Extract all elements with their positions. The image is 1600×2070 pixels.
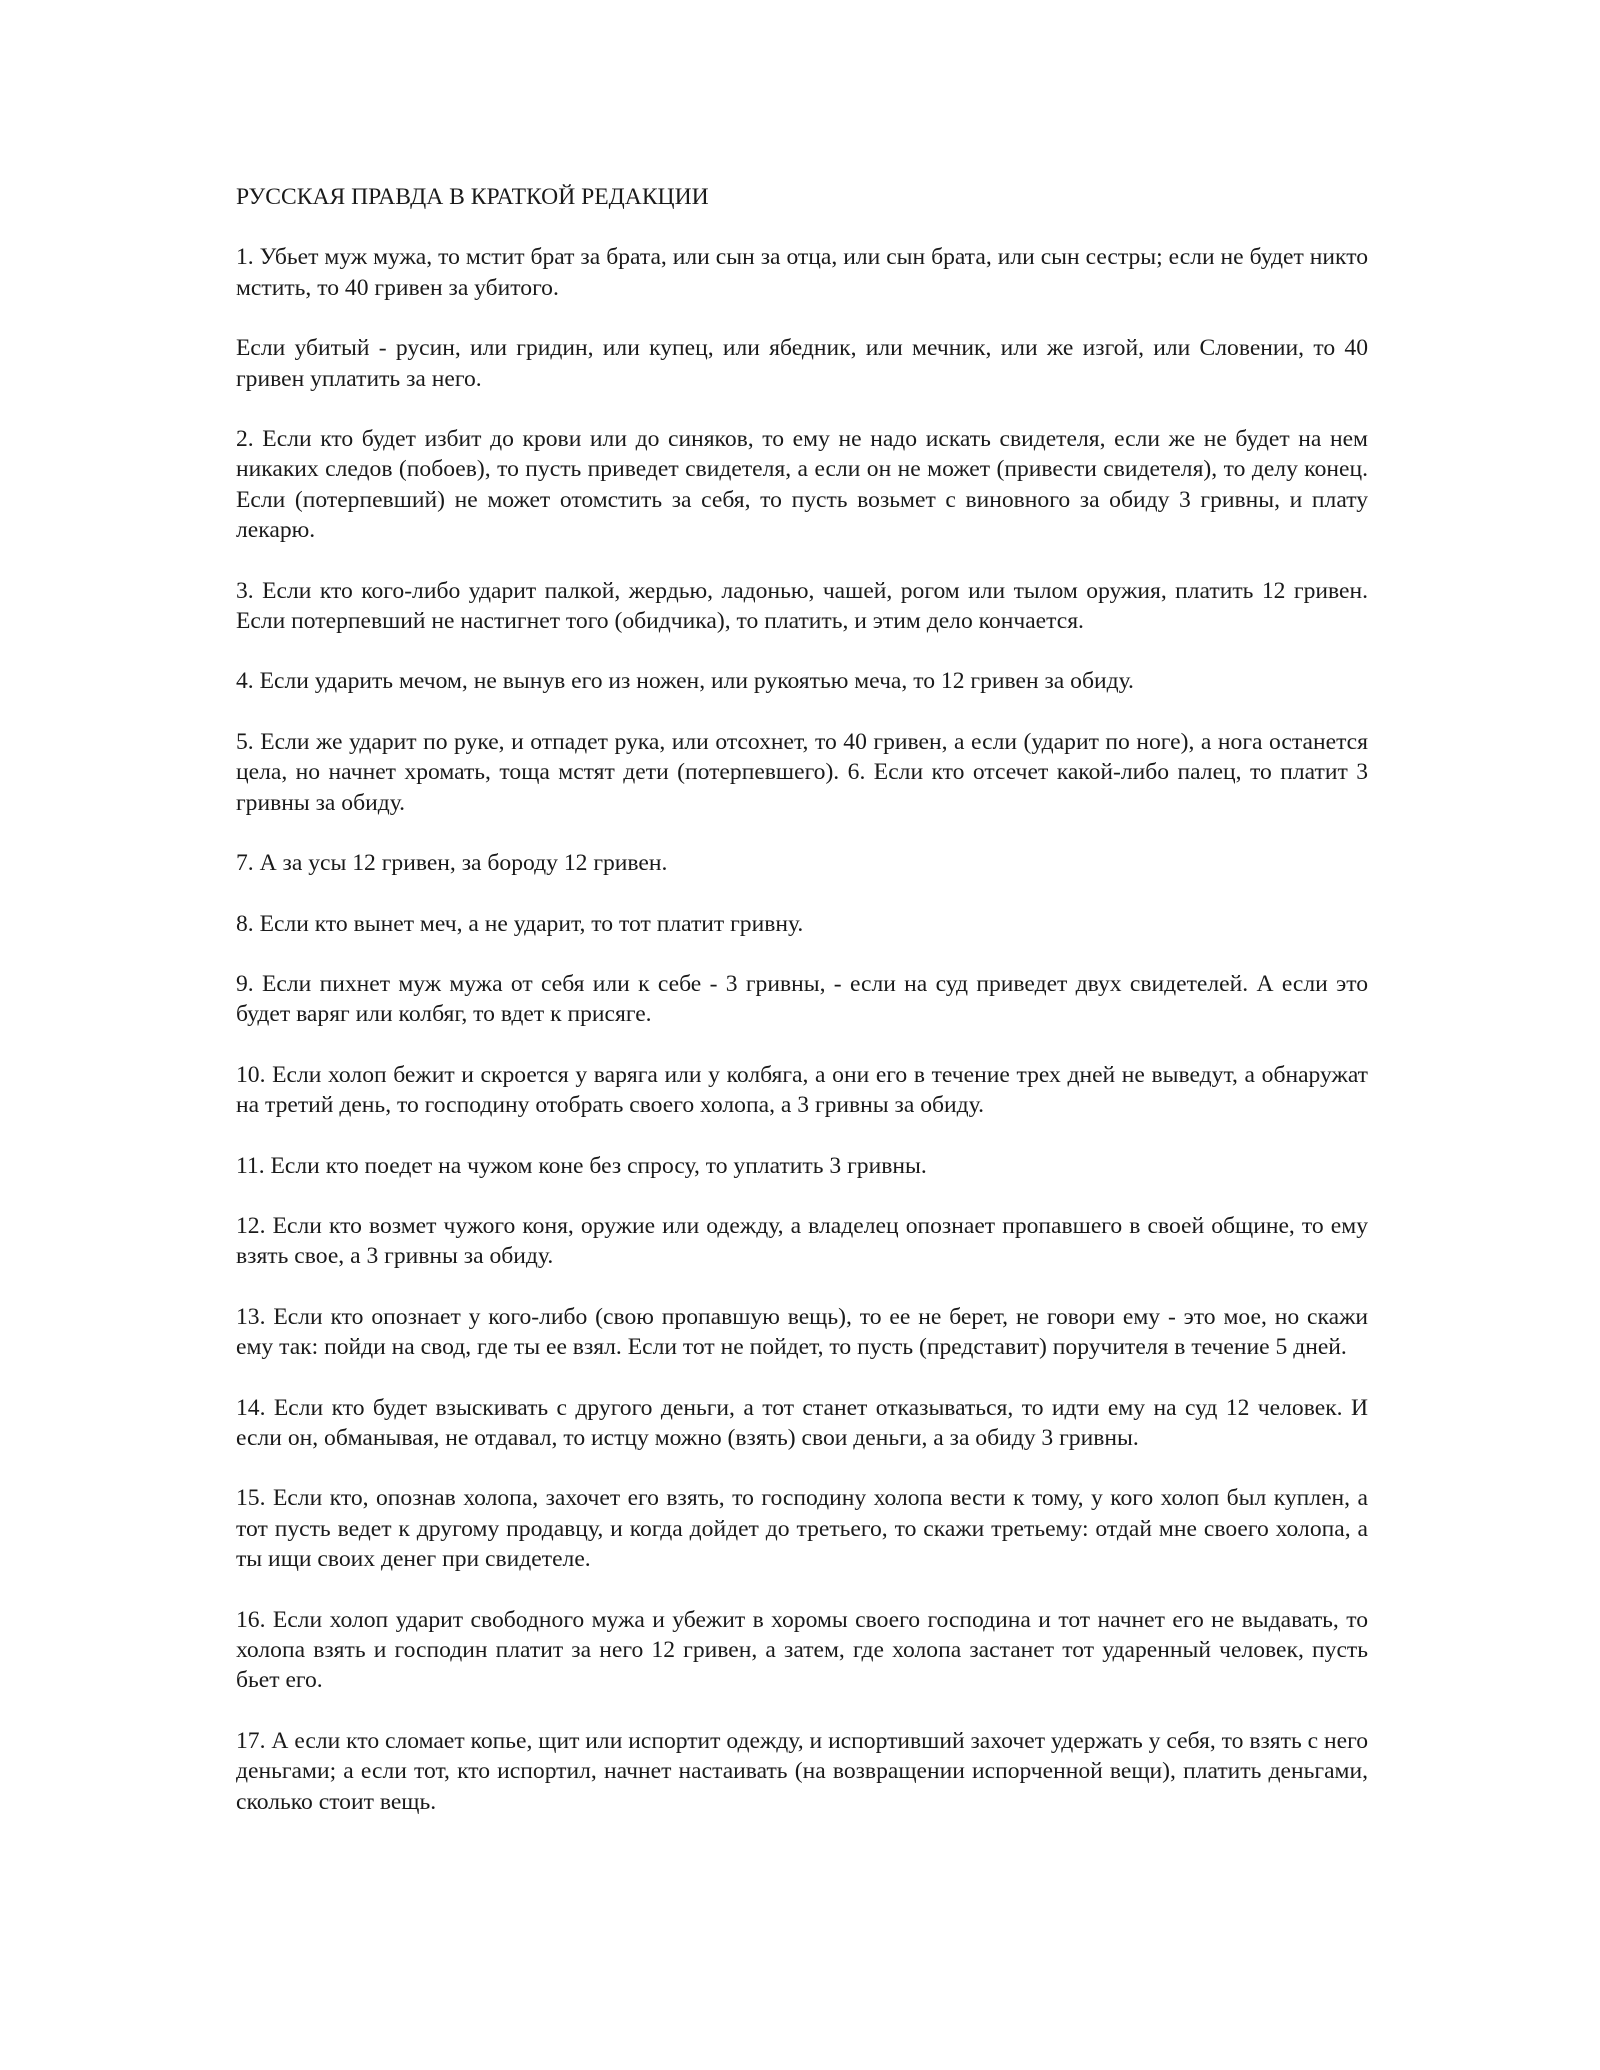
article-14: 14. Если кто будет взыскивать с другого деньги, а тот станет отказываться, то идти ему на суд 12 человек. И если он, обманывая, не отдавал, то истцу можно (взять) свои деньги, а за обиду 3 гривны.	[236, 1394, 1368, 1451]
document-page	[236, 182, 1368, 1847]
article-13: 13. Если кто опознает у кого-либо (свою пропавшую вещь), то ее не берет, не говори ему - это мое, но скажи ему так: пойди на свод, где ты ее взял. Если тот не пойдет, то пусть (представит) поручителя в течение 5 дней.	[236, 1303, 1368, 1361]
article-16: 16. Если холоп ударит свободного мужа и убежит в хоромы своего господина и тот начнет его не выдавать, то холопа взять и господин платит за него 12 гривен, а затем, где холопа застанет тот ударенный человек, пусть бьет его.	[236, 1606, 1368, 1694]
article-3: 3. Если кто кого-либо ударит палкой, жердью, ладонью, чашей, рогом или тылом оружия, платить 12 гривен. Если потерпевший не настигнет того (обидчика), то платить, и этим дело кончается.	[236, 577, 1368, 635]
article-7: 7. А за усы 12 гривен, за бороду 12 гривен.	[236, 850, 668, 877]
article-8: 8. Если кто вынет меч, а не ударит, то тот платит гривну.	[236, 910, 804, 937]
article-4: 4. Если ударить мечом, не вынув его из ножен, или рукоятью меча, то 12 гривен за обиду.	[236, 668, 1134, 695]
article-5-6: 5. Если же ударит по руке, и отпадет рука, или отсохнет, то 40 гривен, а если (ударит по ноге), а нога останется цела, но начнет хромать, тоща мстят дети (потерпевшего). 6. Если кто отсечет какой-либо палец, то платит 3 гривны за обиду.	[236, 728, 1368, 816]
article-1: 1. Убьет муж мужа, то мстит брат за брата, или сын за отца, или сын брата, или сын сестры; если не будет никто мстить, то 40 гривен за убитого.	[236, 244, 1368, 301]
article-12: 12. Если кто возмет чужого коня, оружие или одежду, а владелец опознает пропавшего в своей общине, то ему взять свое, а 3 гривны за обиду.	[236, 1212, 1368, 1270]
article-17: 17. А если кто сломает копье, щит или испортит одежду, и испортивший захочет удержать у себя, то взять с него деньгами; а если тот, кто испортил, начнет настаивать (на возвращении испорченной вещи), платить деньгами, сколько стоит вещь.	[236, 1727, 1368, 1815]
article-2: 2. Если кто будет избит до крови или до синяков, то ему не надо искать свидетеля, если же не будет на нем никаких следов (побоев), то пусть приведет свидетеля, а если он не может (привести свидетеля), то делу конец. Если (потерпевший) не может отомстить за себя, то пусть возьмет с виновного за обиду 3 гривны, и плату лекарю.	[236, 426, 1368, 544]
document-title: РУССКАЯ ПРАВДА В КРАТКОЙ РЕДАКЦИИ	[236, 184, 709, 210]
article-15: 15. Если кто, опознав холопа, захочет его взять, то господину холопа вести к тому, у кого холоп был куплен, а тот пусть ведет к другому продавцу, и когда дойдет до третьего, то скажи третьему: отдай мне своего холопа, а ты ищи своих денег при свидетеле.	[236, 1485, 1368, 1573]
article-10: 10. Если холоп бежит и скроется у варяга или у колбяга, а они его в течение трех дней не выведут, а обнаружат на третий день, то господину отобрать своего холопа, а 3 гривны за обиду.	[236, 1061, 1368, 1119]
article-9: 9. Если пихнет муж мужа от себя или к себе - 3 гривны, - если на суд приведет двух свидетелей. А если это будет варяг или колбяг, то вдет к присяге.	[236, 970, 1368, 1028]
article-11: 11. Если кто поедет на чужом коне без спросу, то уплатить 3 гривны.	[236, 1152, 927, 1179]
article-1-addendum: Если убитый - русин, или гридин, или купец, или ябедник, или мечник, или же изгой, или Словении, то 40 гривен уплатить за него.	[236, 335, 1368, 392]
